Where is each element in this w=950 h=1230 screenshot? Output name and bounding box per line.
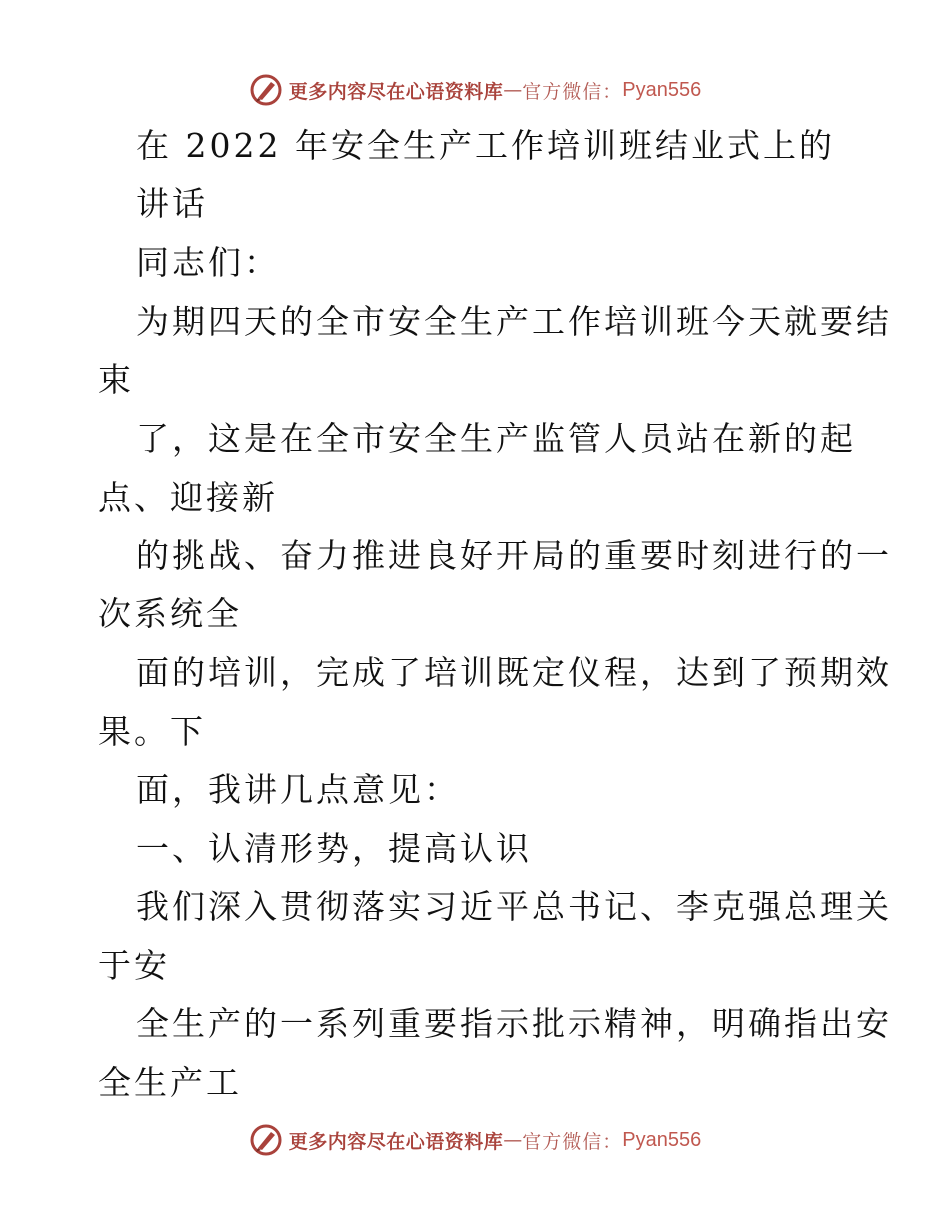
banner-site-name: 更多内容尽在心语资料库 (288, 1130, 504, 1153)
paragraph-line: 的挑战、奋力推进良好开局的重要时刻进行的一 (136, 536, 892, 575)
paragraph-line: 面的培训，完成了培训既定仪程，达到了预期效 (136, 653, 892, 692)
banner-wechat-label: 官方微信： (522, 80, 623, 103)
banner-wechat-id: Pyan556 (622, 78, 702, 101)
paragraph-line: 束 (98, 360, 134, 399)
footer-watermark-banner (0, 1120, 950, 1160)
paragraph-line: 了，这是在全市安全生产监管人员站在新的起 (136, 419, 856, 458)
banner-wechat-id: Pyan556 (622, 1128, 702, 1151)
salutation: 同志们： (136, 243, 280, 282)
paragraph-line: 全生产工 (98, 1063, 242, 1102)
paragraph-line: 我们深入贯彻落实习近平总书记、李克强总理关 (136, 887, 892, 926)
paragraph-line: 于安 (98, 946, 170, 985)
paragraph-line: 点、迎接新 (98, 478, 278, 517)
section-heading: 一、认清形势，提高认识 (136, 829, 532, 868)
banner-site-name: 更多内容尽在心语资料库 (288, 80, 504, 103)
banner-separator: — (503, 79, 523, 101)
document-title-line-1: 在 2022 年安全生产工作培训班结业式上的 (136, 126, 835, 165)
paragraph-line: 面，我讲几点意见： (136, 770, 460, 809)
pen-logo-icon (249, 1123, 283, 1157)
document-title-line-2: 讲话 (136, 184, 208, 223)
paragraph-line: 次系统全 (98, 594, 242, 633)
banner-wechat-label: 官方微信： (522, 1130, 623, 1153)
paragraph-line: 全生产的一系列重要指示批示精神，明确指出安 (136, 1004, 892, 1043)
banner-separator: — (503, 1129, 523, 1151)
paragraph-line: 为期四天的全市安全生产工作培训班今天就要结 (136, 302, 892, 341)
paragraph-line: 果。下 (98, 712, 206, 751)
